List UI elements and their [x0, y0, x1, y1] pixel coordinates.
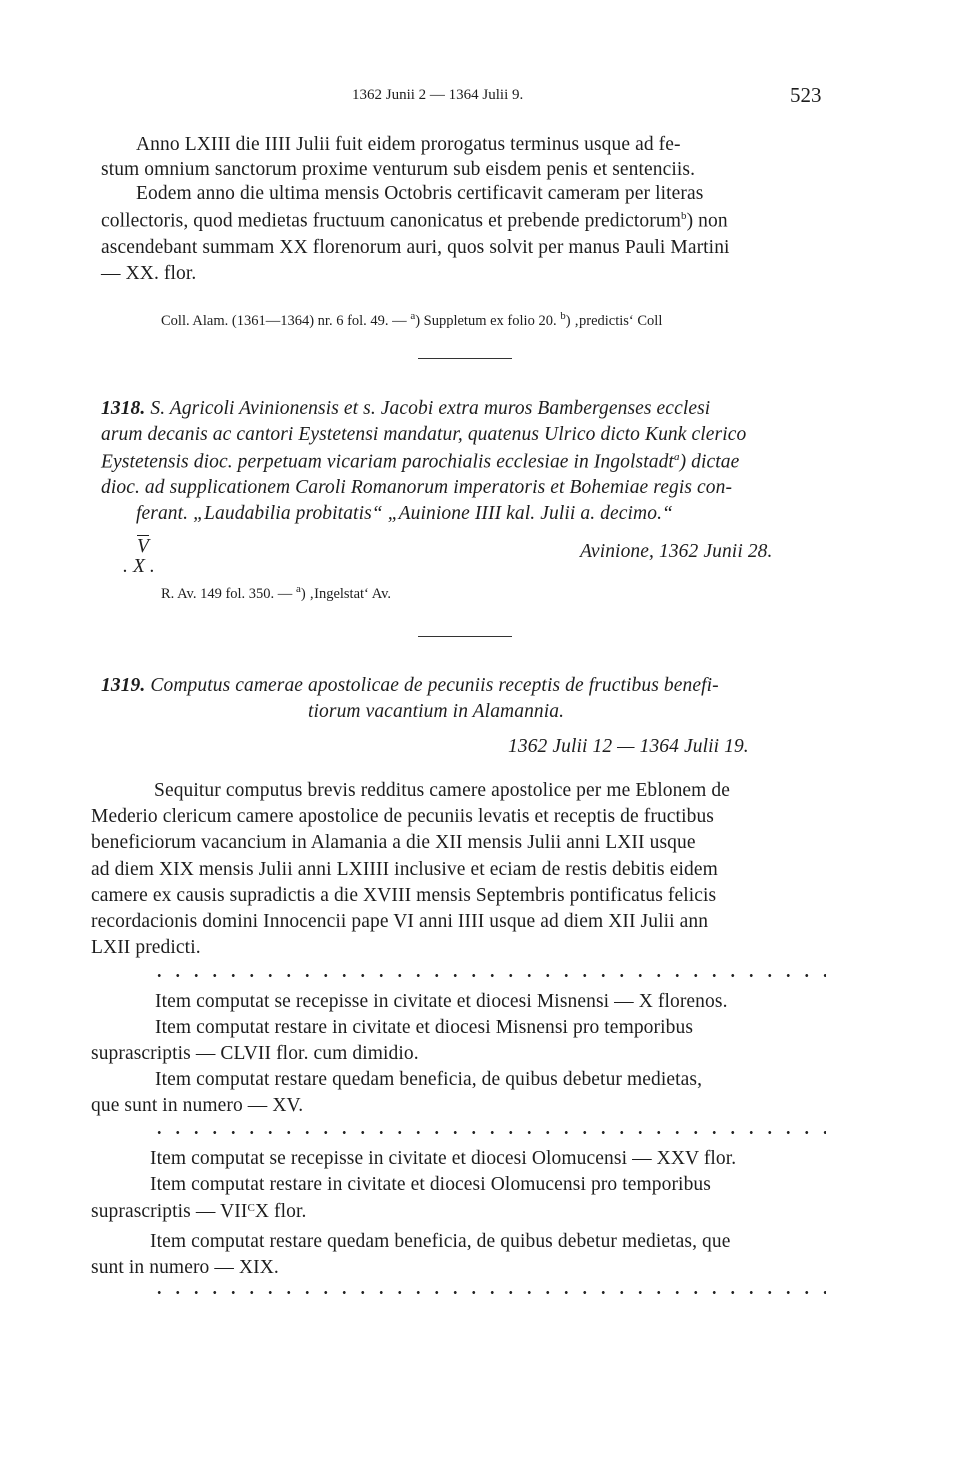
footnote-ref-b: b — [680, 210, 687, 222]
entry-1318-line-4: dioc. ad supplicationem Caroli Romanorum imperatoris et Bohemiae regis con- — [101, 477, 733, 498]
footnote-ref-a: a — [673, 451, 680, 463]
chancery-mark-v: $\overline{V}$ — [137, 536, 150, 557]
entry-1319-title-1-text: Computus camerae apostolicae de pecuniis receptis de fructibus benefi- — [150, 675, 719, 696]
ellipsis-row-3 — [150, 1291, 826, 1294]
olomucensis-line-3-a: suprascriptis — VII — [91, 1201, 248, 1222]
entry-1318-note — [161, 583, 391, 603]
entry-1318-line-3 — [101, 451, 739, 474]
intro-line-2: stum omnium sanctorum proxime venturum sub eisdem penis et sentenciis. — [101, 159, 696, 180]
intro-line-4 — [101, 210, 728, 233]
olomucensis-line-3 — [91, 1201, 307, 1223]
olomucensis-line-3-b: X flor. — [254, 1201, 307, 1222]
body-line-4: ad diem XIX mensis Julii anni LXIIII inclusive et eciam de restis debitis eidem — [91, 859, 718, 880]
entry-1318-note-a: R. Av. 149 fol. 350. — — [161, 585, 296, 602]
misnensis-line-1: Item computat se recepisse in civitate et diocesi Misnensi — X florenos. — [155, 991, 728, 1012]
intro-line-5: ascendebant summam XX florenorum auri, quos solvit per manus Pauli Martini — [101, 237, 730, 258]
olomucensis-line-1: Item computat se recepisse in civitate et diocesi Olomucensi — XXV flor. — [150, 1148, 737, 1169]
body-line-2: Mederio clericum camere apostolice de pecuniis levatis et receptis de fructibus — [91, 806, 714, 827]
entry-1318-line-2: arum decanis ac cantori Eystetensi mandatur, quatenus Ulrico dicto Kunk clerico — [101, 424, 747, 445]
footnote-mark-a: a — [410, 310, 416, 322]
olomucensis-line-5: sunt in numero — XIX. — [91, 1257, 279, 1278]
entry-1318-line-1 — [101, 398, 710, 420]
separator-rule-2 — [418, 636, 512, 637]
entry-1318-line-3-end: ) dictae — [679, 451, 740, 473]
footnote-coll — [161, 310, 662, 330]
entry-1318-place-date: Avinione, 1362 Junii 28. — [580, 541, 773, 562]
intro-line-1: Anno LXIII die IIII Julii fuit eidem prorogatus terminus usque ad fe- — [136, 134, 681, 155]
misnensis-line-5: que sunt in numero — XV. — [91, 1095, 304, 1116]
entry-1318-line-1-text: S. Agricoli Avinionensis et s. Jacobi extra muros Bambergenses ecclesi — [150, 398, 711, 419]
entry-1318-note-b: ) ‚Ingelstat‘ Av. — [300, 585, 392, 602]
body-line-6: recordacionis domini Innocencii pape VI anni IIII usque ad diem XII Julii ann — [91, 911, 709, 932]
intro-line-4-end: ) non — [686, 210, 728, 232]
page-number: 523 — [790, 83, 822, 107]
intro-line-3: Eodem anno die ultima mensis Octobris certificavit cameram per literas — [136, 183, 704, 204]
olomucensis-line-4: Item computat restare quedam beneficia, de quibus debetur medietas, que — [150, 1231, 731, 1252]
olomucensis-line-2: Item computat restare in civitate et diocesi Olomucensi pro temporibus — [150, 1174, 711, 1195]
entry-1319-number: 1319. — [101, 675, 146, 696]
entry-1318-number: 1318. — [101, 398, 146, 419]
footnote-coll-a: Coll. Alam. (1361—1364) nr. 6 fol. 49. — — [161, 312, 411, 329]
body-line-3: beneficiorum vacancium in Alamania a die XII mensis Julii anni LXII usque — [91, 832, 696, 853]
intro-line-6: — XX. flor. — [101, 263, 197, 284]
ellipsis-row-1 — [150, 974, 826, 977]
footnote-mark-b: b — [560, 310, 566, 322]
misnensis-line-4: Item computat restare quedam beneficia, de quibus debetur medietas, — [155, 1069, 703, 1090]
ellipsis-row-2 — [150, 1131, 826, 1134]
entry-1318-note-mark: a — [295, 583, 301, 595]
entry-1319-date: 1362 Julii 12 — 1364 Julii 19. — [508, 736, 749, 757]
misnensis-line-2: Item computat restare in civitate et diocesi Misnensi pro temporibus — [155, 1017, 694, 1038]
footnote-coll-c: ) ‚predictis‘ Coll — [565, 312, 663, 329]
running-title: 1362 Junii 2 — 1364 Julii 9. — [352, 87, 524, 103]
chancery-mark-x: . X . — [123, 556, 155, 577]
olomucensis-line-3-sup: C — [247, 1202, 255, 1214]
entry-1318-line-3-text: Eystetensis dioc. perpetuam vicariam parochialis ecclesiae in Ingolstadt — [101, 451, 674, 473]
body-line-5: camere ex causis supradictis a die XVIII mensis Septembris pontificatus felicis — [91, 885, 717, 906]
entry-1318-line-5: ferant. „Laudabilia probitatis“ „Auinione IIII kal. Julii a. decimo.“ — [136, 503, 673, 524]
body-line-7: LXII predicti. — [91, 937, 201, 958]
entry-1319-title-2: tiorum vacantium in Alamannia. — [308, 701, 565, 722]
intro-line-4-text: collectoris, quod medietas fructuum canonicatus et prebende predictorum — [101, 210, 681, 232]
separator-rule-1 — [418, 358, 512, 359]
misnensis-line-3: suprascriptis — CLVII flor. cum dimidio. — [91, 1043, 419, 1064]
body-line-1: Sequitur computus brevis redditus camere apostolice per me Eblonem de — [154, 780, 731, 801]
entry-1319-title-1 — [101, 675, 719, 697]
footnote-coll-b: ) Suppletum ex folio 20. — [415, 312, 561, 329]
